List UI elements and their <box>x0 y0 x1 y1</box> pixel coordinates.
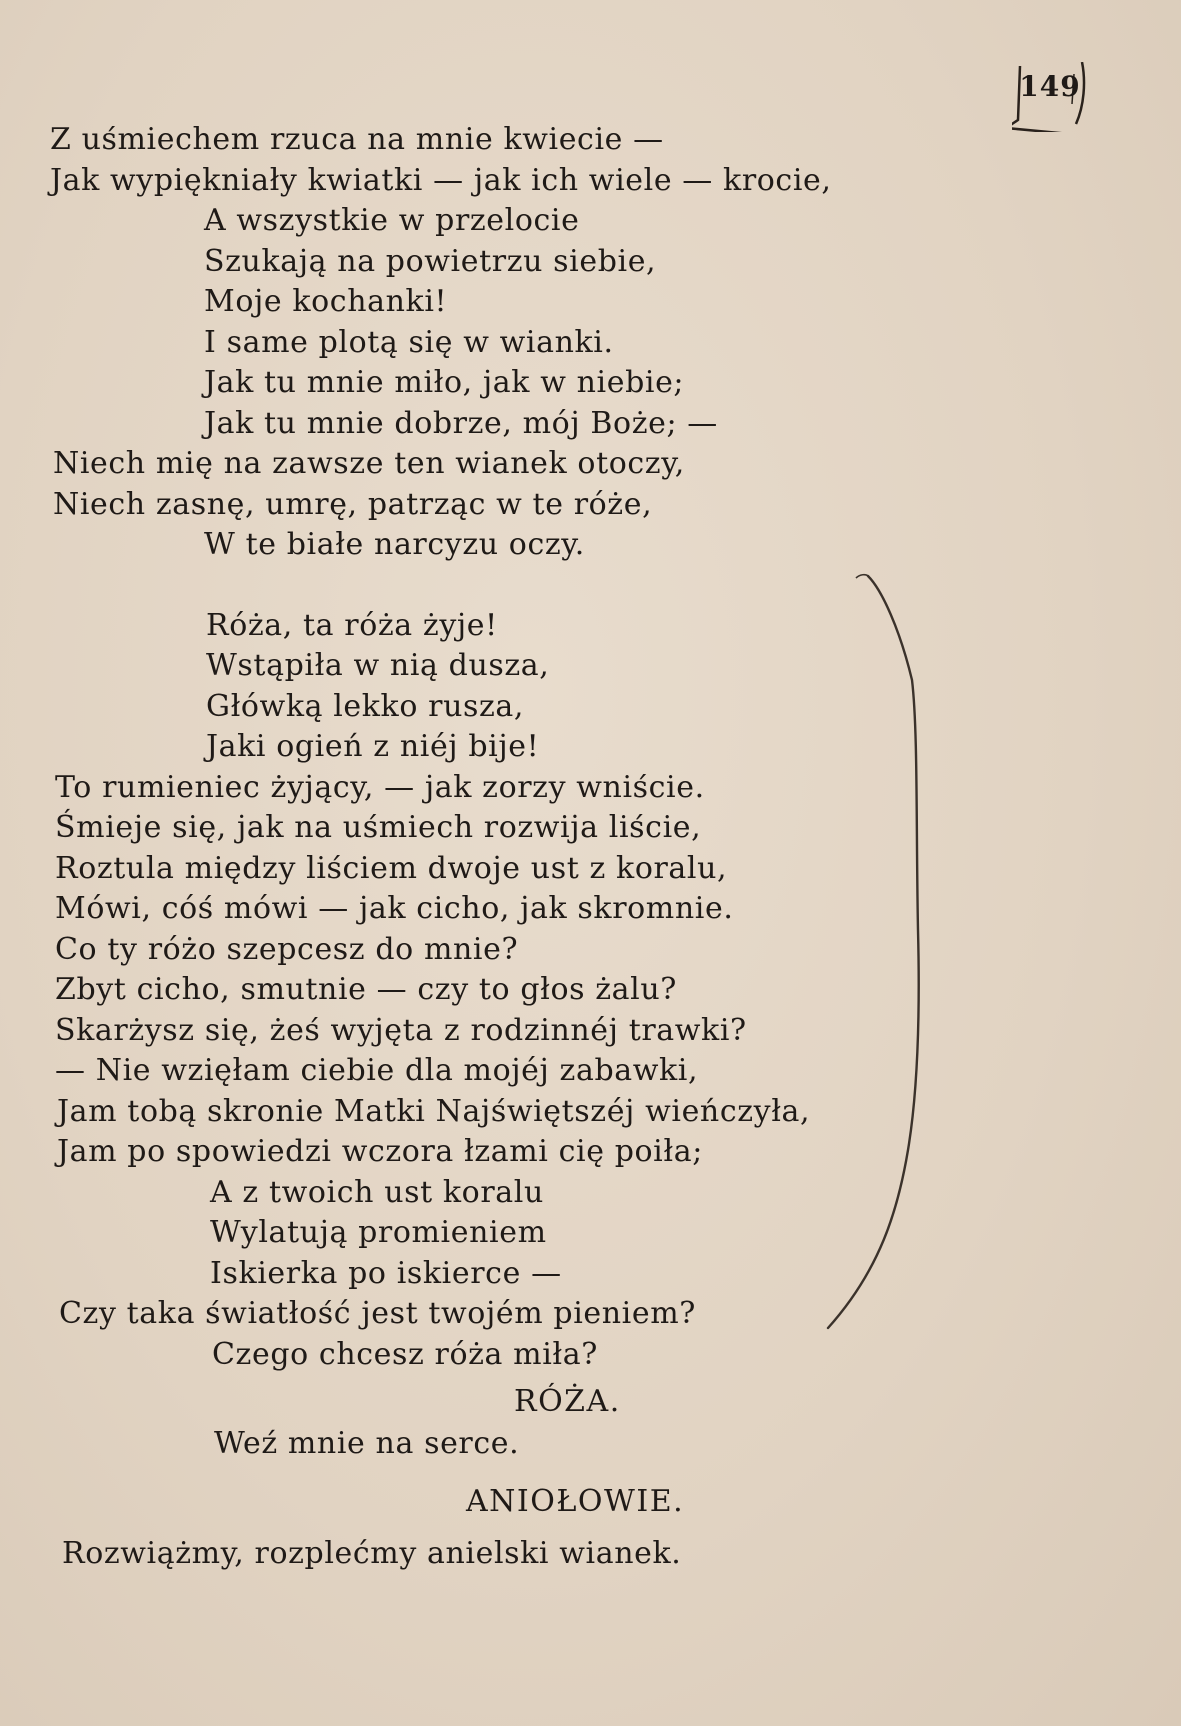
verse-line: — Nie wzięłam ciebie dla mojéj zabawki, <box>55 1053 699 1088</box>
verse-line: Skarżysz się, żeś wyjęta z rodzinnéj trawki? <box>55 1013 747 1048</box>
verse-line: A wszystkie w przelocie <box>204 203 580 238</box>
verse-line: Jam po spowiedzi wczora łzami cię poiła; <box>57 1134 703 1169</box>
verse-line: Róża, ta róża żyje! <box>206 608 498 643</box>
verse-line: Wstąpiła w nią dusza, <box>206 648 550 683</box>
verse-line: To rumieniec żyjący, — jak zorzy wniście. <box>55 770 705 805</box>
verse-line: Wylatują promieniem <box>210 1215 547 1250</box>
verse-line: Jak wypiękniały kwiatki — jak ich wiele — krocie, <box>50 163 832 198</box>
margin-bracket-mark <box>820 570 960 1350</box>
verse-line: Jak tu mnie dobrze, mój Boże; — <box>204 406 718 441</box>
verse-line: Co ty różo szepcesz do mnie? <box>55 932 519 967</box>
speaker-aniolowie: ANIOŁOWIE. <box>466 1484 685 1519</box>
verse-line: Rozwiążmy, rozplećmy anielski wianek. <box>62 1536 682 1571</box>
speaker-roza: RÓŻA. <box>514 1384 621 1419</box>
verse-line: Śmieje się, jak na uśmiech rozwija liście, <box>55 810 702 845</box>
verse-line: Jam tobą skronie Matki Najświętszéj wieńczyła, <box>57 1094 811 1129</box>
verse-line: Jaki ogień z niéj bije! <box>206 729 540 764</box>
verse-line: Szukają na powietrzu siebie, <box>204 244 657 279</box>
page-number: 149 <box>1019 70 1081 103</box>
verse-line: Czego chcesz róża miła? <box>212 1337 598 1372</box>
verse-line: Mówi, cóś mówi — jak cicho, jak skromnie. <box>55 891 734 926</box>
verse-line: Z uśmiechem rzuca na mnie kwiecie — <box>50 122 664 157</box>
verse-line: W te białe narcyzu oczy. <box>204 527 585 562</box>
verse-line: A z twoich ust koralu <box>210 1175 544 1210</box>
verse-line: Iskierka po iskierce — <box>210 1256 562 1291</box>
verse-line: Weź mnie na serce. <box>214 1426 520 1461</box>
verse-line: Zbyt cicho, smutnie — czy to głos żalu? <box>55 972 677 1007</box>
verse-line: Główką lekko rusza, <box>206 689 525 724</box>
verse-line: Niech zasnę, umrę, patrząc w te róże, <box>53 487 653 522</box>
verse-line: Niech mię na zawsze ten wianek otoczy, <box>53 446 685 481</box>
verse-line: Moje kochanki! <box>204 284 448 319</box>
verse-line: Czy taka światłość jest twojém pieniem? <box>59 1296 696 1331</box>
verse-line: Jak tu mnie miło, jak w niebie; <box>204 365 685 400</box>
verse-line: I same plotą się w wianki. <box>204 325 614 360</box>
verse-line: Roztula między liściem dwoje ust z koralu, <box>55 851 728 886</box>
